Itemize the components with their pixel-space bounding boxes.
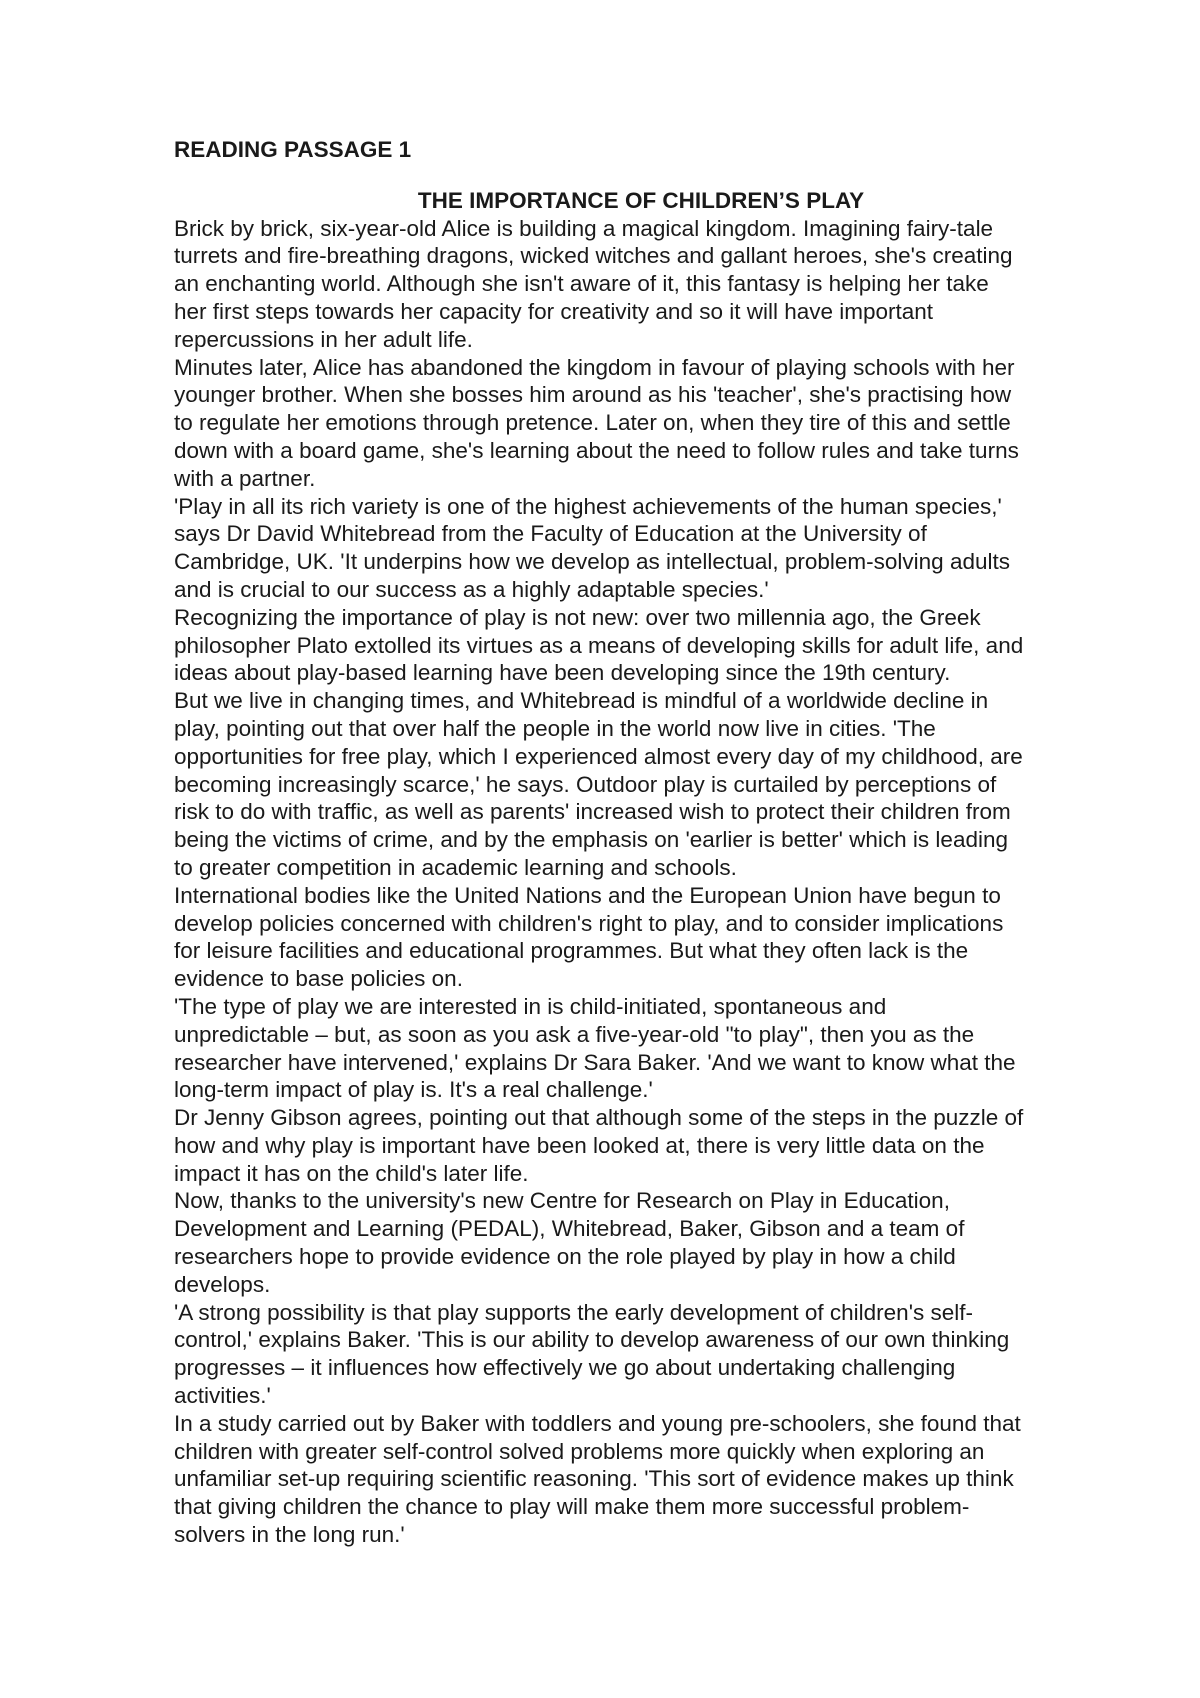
document-body (174, 136, 1094, 1549)
paragraph: Dr Jenny Gibson agrees, pointing out that although some of the steps in the puzzle of how and why play is important have been looked at, there is very little data on the impact it has on the child's later life. (174, 1105, 1024, 1186)
paragraph: 'A strong possibility is that play supports the early development of children's self- control,' explains Baker. 'This is our ability to develop awareness of our own thinking progresses – it influences how effectively we go about undertaking challenging activities.' (174, 1299, 1010, 1409)
passage-label: READING PASSAGE 1 (174, 137, 412, 162)
paragraph: Recognizing the importance of play is not new: over two millennia ago, the Greek philosopher Plato extolled its virtues as a means of developing skills for adult life, and ideas about play-based learning have been developing since the 19th century. (174, 604, 1024, 686)
paragraph: But we live in changing times, and Whitebread is mindful of a worldwide decline in play, pointing out that over half the people in the world now live in cities. 'The opportunities for free play, which I experienced almost every day of my childhood, are becoming increasingly scarce,' he says. Outdoor play is curtailed by perceptions of risk to do with traffic, as well as parents' increased wish to protect their children from being the victims of crime, and by the emphasis on 'earlier is better' which is leading to greater competition in academic learning and schools. (174, 688, 1023, 880)
paragraph: 'Play in all its rich variety is one of the highest achievements of the human species,' says Dr David Whitebread from the Faculty of Education at the University of Cambridge, UK. 'It underpins how we develop as intellectual, problem-solving adults and is crucial to our success as a highly adaptable species.' (174, 493, 1010, 602)
paragraph: International bodies like the United Nations and the European Union have begun to develop policies concerned with children's right to play, and to consider implications for leisure facilities and educational programmes. But what they often lack is the evidence to base policies on. (174, 882, 1004, 992)
paragraph: 'The type of play we are interested in is child-initiated, spontaneous and unpredictable – but, as soon as you ask a five-year-old "to play", then you as the researcher have intervened,' explains Dr Sara Baker. 'And we want to know what the long-term impact of play is. It's a real challenge.' (174, 993, 1016, 1103)
paragraph: Now, thanks to the university's new Centre for Research on Play in Education, Development and Learning (PEDAL), Whitebread, Baker, Gibson and a team of researchers hope to provide evidence on the role played by play in how a child develops. (174, 1188, 965, 1297)
paragraph: Minutes later, Alice has abandoned the kingdom in favour of playing schools with her younger brother. When she bosses him around as his 'teacher', she's practising how to regulate her emotions through pretence. Later on, when they tire of this and settle down with a board game, she's learning about the need to follow rules and take turns with a partner. (174, 354, 1019, 491)
paragraph: Brick by brick, six-year-old Alice is building a magical kingdom. Imagining fairy-tale turrets and fire-breathing dragons, wicked witches and gallant heroes, she's creating an enchanting world. Although she isn't aware of it, this fantasy is helping her take her first steps towards her capacity for creativity and so it will have important repercussions in her adult life. (174, 215, 1013, 352)
paragraph: In a study carried out by Baker with toddlers and young pre-schoolers, she found that children with greater self-control solved problems more quickly when exploring an unfamiliar set-up requiring scientific reasoning. 'This sort of evidence makes up think that giving children the chance to play will make them more successful problem- solvers in the long run.' (174, 1410, 1021, 1548)
passage-title: THE IMPORTANCE OF CHILDREN’S PLAY (417, 187, 865, 213)
